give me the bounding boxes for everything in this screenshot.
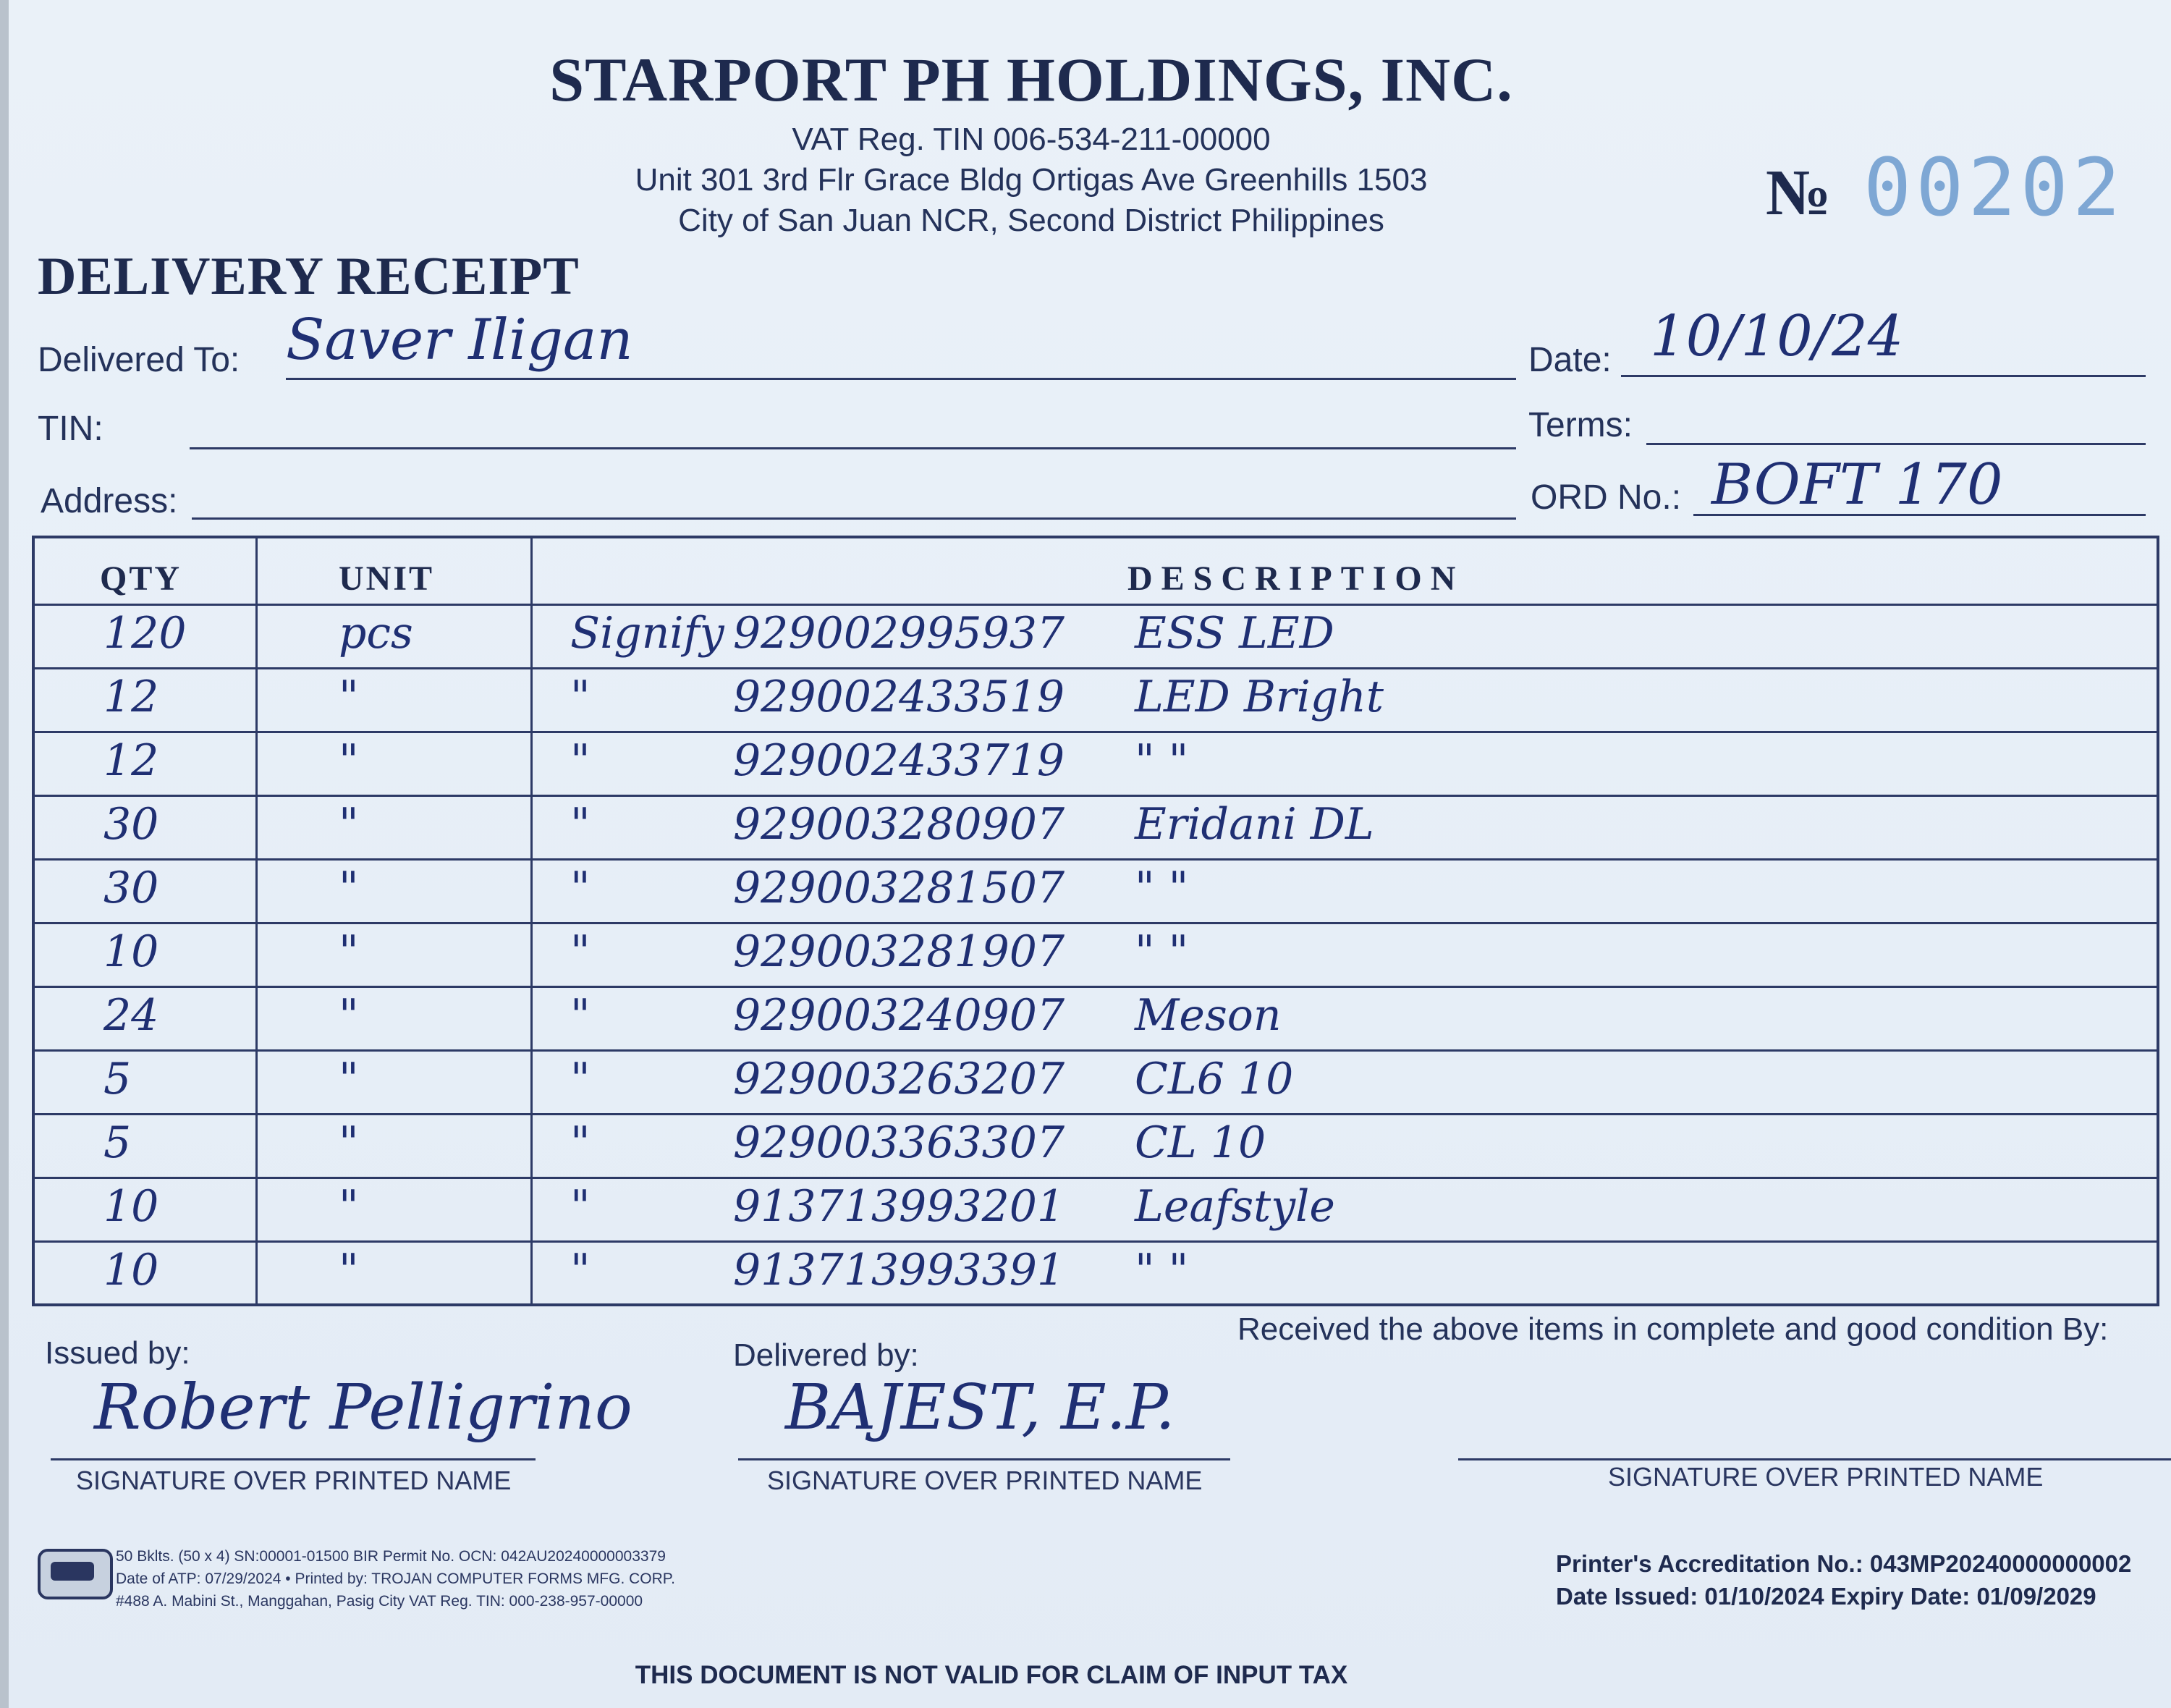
received-by-label: Received the above items in complete and good condition By: xyxy=(1237,1311,2109,1347)
unit-cell: pcs xyxy=(339,608,413,659)
address-line-2: City of San Juan NCR, Second District Philippines xyxy=(678,203,1384,238)
brand-cell: " xyxy=(570,799,591,850)
printer-info-line-1: 50 Bklts. (50 x 4) SN:00001-01500 BIR Permit No. OCN: 042AU20240000003379 xyxy=(116,1548,666,1565)
terms-line xyxy=(1646,443,2146,445)
tin-label: TIN: xyxy=(38,410,103,448)
brand-cell: " xyxy=(570,990,591,1041)
address-label: Address: xyxy=(41,482,178,520)
qty-cell: 12 xyxy=(103,672,159,722)
delivered-to-value[interactable]: Saver Iligan xyxy=(286,308,633,373)
item-code-cell: 913713993201 xyxy=(733,1181,1065,1232)
description-cell: " " xyxy=(1135,863,1189,913)
table-row xyxy=(35,858,2157,922)
qty-header: QTY xyxy=(100,559,182,598)
address-line-1: Unit 301 3rd Flr Grace Bldg Ortigas Ave Greenhills 1503 xyxy=(635,162,1428,198)
table-row xyxy=(35,1240,2157,1304)
item-code-cell: 929003363307 xyxy=(733,1117,1065,1168)
item-code-cell: 929003263207 xyxy=(733,1054,1065,1104)
description-cell: Eridani DL xyxy=(1135,799,1374,850)
brand-cell: " xyxy=(570,1117,591,1168)
date-line xyxy=(1621,375,2146,377)
qty-cell: 24 xyxy=(103,990,159,1041)
qty-cell: 5 xyxy=(103,1054,132,1104)
qty-cell: 30 xyxy=(103,863,159,913)
unit-cell: " xyxy=(339,863,359,913)
issued-by-signature-line xyxy=(51,1458,536,1460)
table-row xyxy=(35,1113,2157,1177)
description-cell: " " xyxy=(1135,926,1189,977)
description-cell: " " xyxy=(1135,735,1189,786)
brand-cell: " xyxy=(570,926,591,977)
description-cell: ESS LED xyxy=(1135,608,1334,659)
unit-cell: " xyxy=(339,672,359,722)
table-row xyxy=(35,667,2157,731)
qty-cell: 30 xyxy=(103,799,159,850)
table-row xyxy=(35,1177,2157,1240)
brand-cell: " xyxy=(570,1054,591,1104)
qty-cell: 12 xyxy=(103,735,159,786)
serial-label: № xyxy=(1766,157,1832,229)
delivered-by-caption: SIGNATURE OVER PRINTED NAME xyxy=(767,1466,1203,1495)
table-row xyxy=(35,731,2157,795)
description-cell: " " xyxy=(1135,1245,1189,1295)
item-code-cell: 929002433719 xyxy=(733,735,1065,786)
terms-label: Terms: xyxy=(1528,406,1633,444)
printer-logo xyxy=(38,1549,113,1599)
items-table xyxy=(32,536,2159,1306)
brand-cell: " xyxy=(570,1245,591,1295)
printer-info xyxy=(116,1545,675,1612)
item-code-cell: 913713993391 xyxy=(733,1245,1065,1295)
qty-cell: 10 xyxy=(103,1181,159,1232)
description-cell: Meson xyxy=(1135,990,1282,1041)
brand-cell: Signify xyxy=(570,608,724,659)
delivered-by-label: Delivered by: xyxy=(733,1337,919,1373)
description-cell: CL 10 xyxy=(1135,1117,1266,1168)
date-value[interactable]: 10/10/24 xyxy=(1650,304,1904,369)
unit-header: UNIT xyxy=(339,559,435,598)
description-header: DESCRIPTION xyxy=(1127,559,1465,598)
unit-cell: " xyxy=(339,926,359,977)
qty-cell: 120 xyxy=(103,608,187,659)
paper-edge xyxy=(0,0,9,1708)
item-code-cell: 929002995937 xyxy=(733,608,1065,659)
printer-accreditation xyxy=(1556,1547,2171,1612)
accreditation-number: Printer's Accreditation No.: 043MP20240000000002 xyxy=(1556,1550,2132,1577)
qty-cell: 10 xyxy=(103,926,159,977)
ord-no-value[interactable]: BOFT 170 xyxy=(1711,452,2003,517)
vat-reg-line: VAT Reg. TIN 006-534-211-00000 xyxy=(792,122,1271,157)
qty-cell: 5 xyxy=(103,1117,132,1168)
accreditation-dates: Date Issued: 01/10/2024 Expiry Date: 01/09/2029 xyxy=(1556,1583,2096,1610)
unit-cell: " xyxy=(339,1245,359,1295)
brand-cell: " xyxy=(570,672,591,722)
table-row xyxy=(35,922,2157,986)
issued-by-label: Issued by: xyxy=(45,1335,190,1371)
table-row xyxy=(35,604,2157,667)
tin-line xyxy=(190,447,1516,449)
received-by-signature-line xyxy=(1458,1458,2171,1460)
unit-cell: " xyxy=(339,735,359,786)
unit-cell: " xyxy=(339,1117,359,1168)
printer-info-line-3: #488 A. Mabini St., Manggahan, Pasig City VAT Reg. TIN: 000-238-957-00000 xyxy=(116,1593,643,1610)
address-line xyxy=(192,517,1516,520)
issued-by-signature: Robert Pelligrino xyxy=(94,1371,632,1444)
item-code-cell: 929002433519 xyxy=(733,672,1065,722)
brand-cell: " xyxy=(570,735,591,786)
table-row xyxy=(35,986,2157,1049)
date-label: Date: xyxy=(1528,341,1612,379)
unit-cell: " xyxy=(339,1054,359,1104)
input-tax-notice: THIS DOCUMENT IS NOT VALID FOR CLAIM OF INPUT TAX xyxy=(635,1661,1348,1689)
unit-cell: " xyxy=(339,1181,359,1232)
delivered-to-label: Delivered To: xyxy=(38,341,240,379)
item-code-cell: 929003281507 xyxy=(733,863,1065,913)
unit-cell: " xyxy=(339,799,359,850)
company-name: STARPORT PH HOLDINGS, INC. xyxy=(549,45,1513,114)
item-code-cell: 929003280907 xyxy=(733,799,1065,850)
description-cell: Leafstyle xyxy=(1135,1181,1335,1232)
printer-info-line-2: Date of ATP: 07/29/2024 • Printed by: TROJAN COMPUTER FORMS MFG. CORP. xyxy=(116,1570,675,1587)
table-row xyxy=(35,795,2157,858)
issued-by-caption: SIGNATURE OVER PRINTED NAME xyxy=(76,1466,512,1495)
received-by-caption: SIGNATURE OVER PRINTED NAME xyxy=(1608,1462,2044,1492)
delivered-to-line xyxy=(286,378,1516,380)
delivered-by-signature-line xyxy=(738,1458,1230,1460)
unit-cell: " xyxy=(339,990,359,1041)
ord-no-label: ORD No.: xyxy=(1531,478,1682,517)
description-cell: LED Bright xyxy=(1135,672,1384,722)
serial-number: 00202 xyxy=(1863,141,2125,234)
table-row xyxy=(35,1049,2157,1113)
brand-cell: " xyxy=(570,1181,591,1232)
delivered-by-signature: BAJEST, E.P. xyxy=(785,1371,1175,1444)
qty-cell: 10 xyxy=(103,1245,159,1295)
description-cell: CL6 10 xyxy=(1135,1054,1294,1104)
document-title: DELIVERY RECEIPT xyxy=(38,247,580,306)
brand-cell: " xyxy=(570,863,591,913)
item-code-cell: 929003240907 xyxy=(733,990,1065,1041)
item-code-cell: 929003281907 xyxy=(733,926,1065,977)
